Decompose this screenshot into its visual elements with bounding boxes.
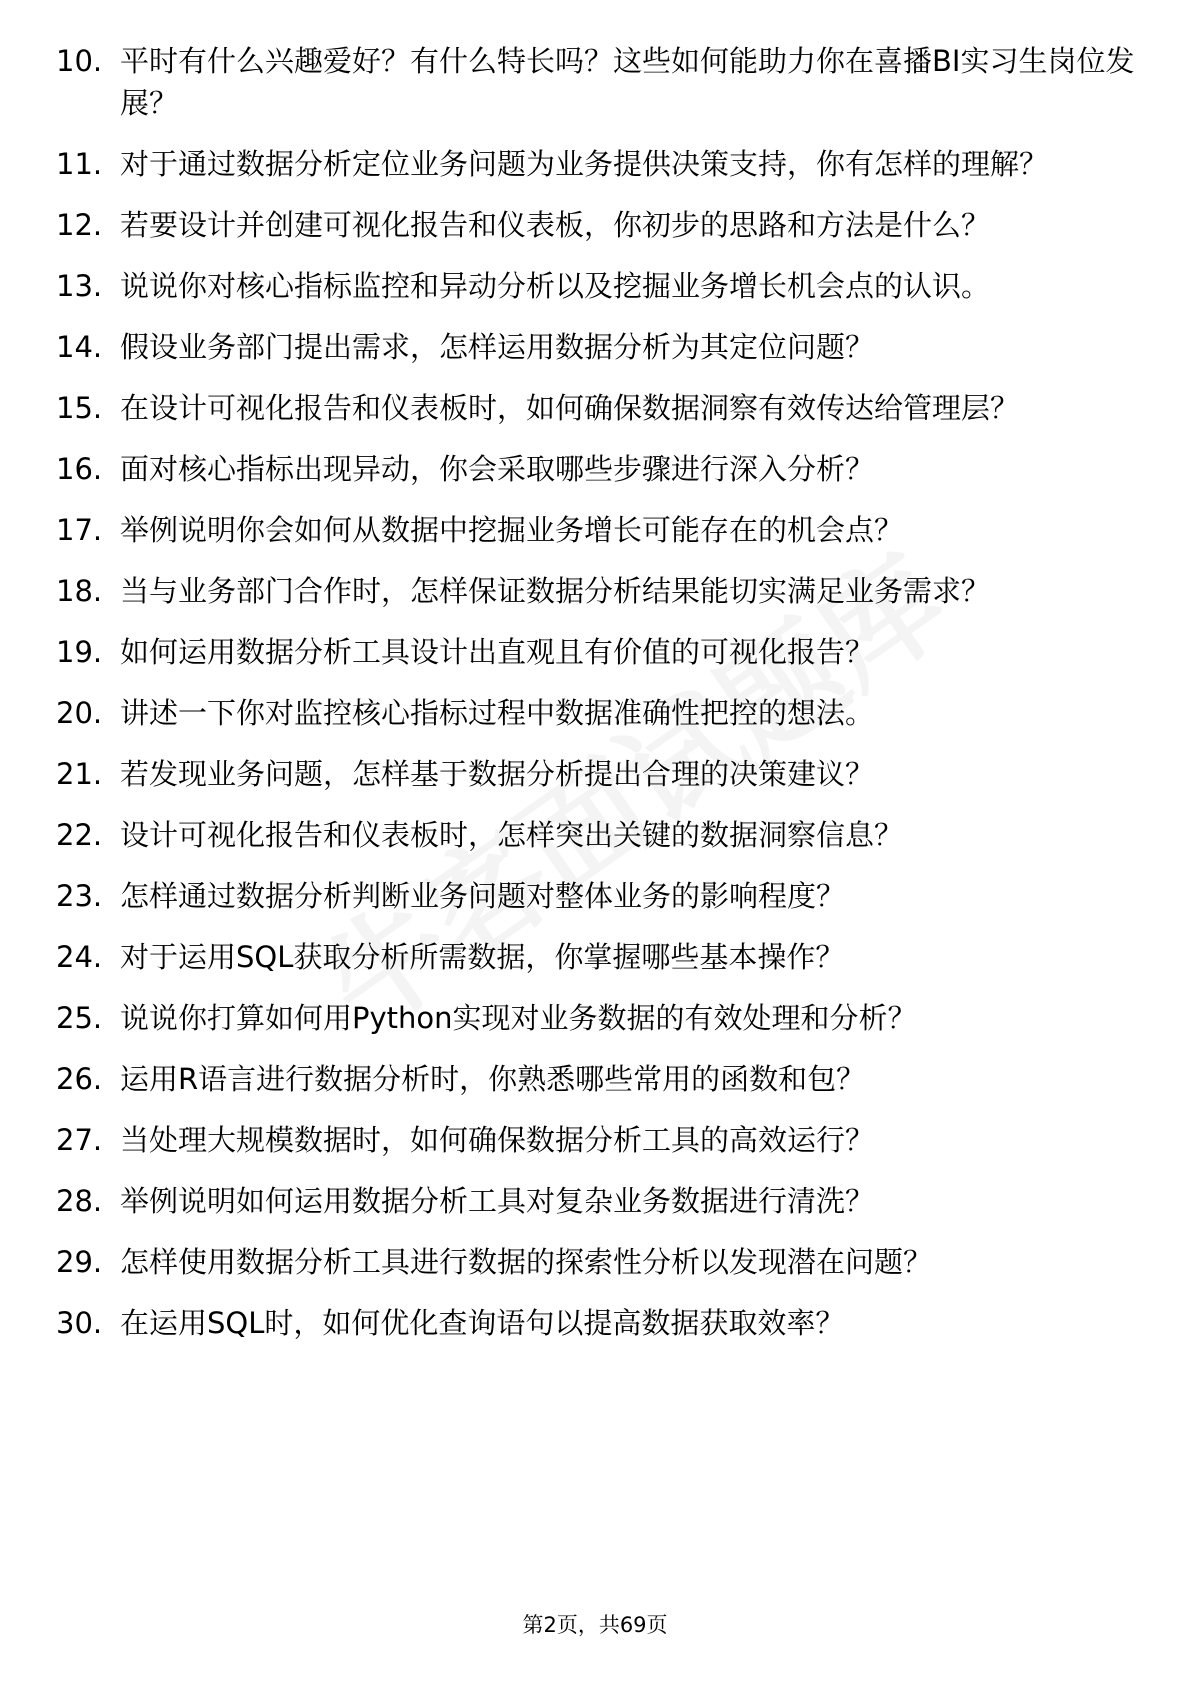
question-number: 18. (56, 574, 103, 608)
question-item (56, 1058, 1136, 1100)
question-text: 如何运用数据分析工具设计出直观且有价值的可视化报告？ (120, 635, 875, 669)
question-number: 10. (56, 44, 103, 78)
question-item (56, 387, 1136, 429)
question-item (56, 997, 1136, 1039)
question-number: 23. (56, 879, 103, 913)
question-number: 30. (56, 1306, 103, 1340)
question-item (56, 570, 1136, 612)
question-text: 举例说明如何运用数据分析工具对复杂业务数据进行清洗？ (120, 1184, 875, 1218)
question-text: 怎样使用数据分析工具进行数据的探索性分析以发现潜在问题？ (120, 1245, 933, 1279)
question-text: 举例说明你会如何从数据中挖掘业务增长可能存在的机会点？ (120, 513, 904, 547)
question-list (56, 40, 1136, 1363)
question-item (56, 509, 1136, 551)
question-text: 若要设计并创建可视化报告和仪表板，你初步的思路和方法是什么？ (120, 208, 991, 242)
question-item (56, 631, 1136, 673)
question-number: 28. (56, 1184, 103, 1218)
question-text: 当与业务部门合作时，怎样保证数据分析结果能切实满足业务需求？ (120, 574, 991, 608)
question-number: 27. (56, 1123, 103, 1157)
page-footer: 第2页，共69页 (522, 1613, 668, 1637)
question-item (56, 1180, 1136, 1222)
question-item (56, 448, 1136, 490)
question-text: 说说你打算如何用Python实现对业务数据的有效处理和分析？ (120, 1001, 917, 1035)
question-text: 假设业务部门提出需求，怎样运用数据分析为其定位问题？ (120, 330, 875, 364)
question-number: 20. (56, 696, 103, 730)
question-item (56, 40, 1136, 124)
question-number: 17. (56, 513, 103, 547)
question-item (56, 875, 1136, 917)
question-text: 讲述一下你对监控核心指标过程中数据准确性把控的想法。 (120, 696, 875, 730)
question-text: 在运用SQL时，如何优化查询语句以提高数据获取效率？ (120, 1306, 845, 1340)
question-number: 11. (56, 147, 103, 181)
question-item (56, 814, 1136, 856)
question-item (56, 1119, 1136, 1161)
question-text: 对于运用SQL获取分析所需数据，你掌握哪些基本操作？ (120, 940, 845, 974)
question-text: 面对核心指标出现异动，你会采取哪些步骤进行深入分析？ (120, 452, 875, 486)
question-number: 26. (56, 1062, 103, 1096)
question-item (56, 1302, 1136, 1344)
question-number: 21. (56, 757, 103, 791)
question-item (56, 753, 1136, 795)
question-item (56, 326, 1136, 368)
question-text: 设计可视化报告和仪表板时，怎样突出关键的数据洞察信息？ (120, 818, 904, 852)
question-text: 平时有什么兴趣爱好？有什么特长吗？这些如何能助力你在喜播BI实习生岗位发展？ (120, 44, 1135, 120)
question-item (56, 692, 1136, 734)
question-number: 22. (56, 818, 103, 852)
question-item (56, 1241, 1136, 1283)
question-item (56, 143, 1136, 185)
question-number: 24. (56, 940, 103, 974)
question-text: 运用R语言进行数据分析时，你熟悉哪些常用的函数和包？ (120, 1062, 866, 1096)
question-number: 14. (56, 330, 103, 364)
question-number: 19. (56, 635, 103, 669)
question-number: 25. (56, 1001, 103, 1035)
question-number: 12. (56, 208, 103, 242)
question-text: 若发现业务问题，怎样基于数据分析提出合理的决策建议？ (120, 757, 875, 791)
question-text: 对于通过数据分析定位业务问题为业务提供决策支持，你有怎样的理解？ (120, 147, 1049, 181)
question-number: 29. (56, 1245, 103, 1279)
question-number: 15. (56, 391, 103, 425)
question-text: 在设计可视化报告和仪表板时，如何确保数据洞察有效传达给管理层？ (120, 391, 1020, 425)
question-number: 16. (56, 452, 103, 486)
question-item (56, 265, 1136, 307)
question-text: 当处理大规模数据时，如何确保数据分析工具的高效运行？ (120, 1123, 875, 1157)
question-text: 怎样通过数据分析判断业务问题对整体业务的影响程度？ (120, 879, 846, 913)
question-text: 说说你对核心指标监控和异动分析以及挖掘业务增长机会点的认识。 (120, 269, 991, 303)
question-number: 13. (56, 269, 103, 303)
question-item (56, 204, 1136, 246)
question-item (56, 936, 1136, 978)
